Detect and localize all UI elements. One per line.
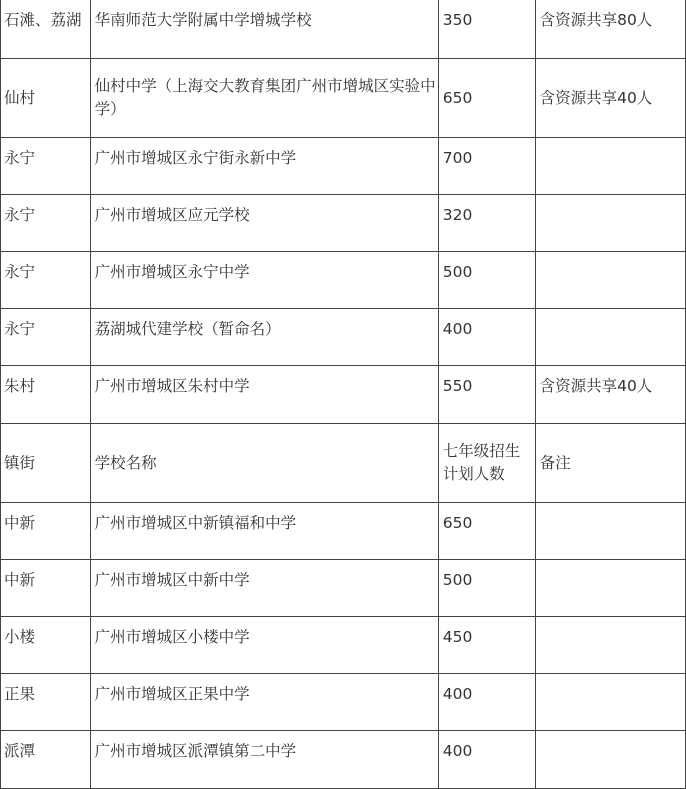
school-name-cell: 广州市增城区中新中学 bbox=[90, 560, 438, 617]
enrollment-plan-cell: 400 bbox=[438, 674, 535, 731]
table-row bbox=[1, 59, 686, 138]
enrollment-plan-cell: 350 bbox=[438, 0, 535, 59]
enrollment-plan-cell: 400 bbox=[438, 731, 535, 789]
area-cell: 仙村 bbox=[1, 59, 91, 138]
school-name-header-cell: 学校名称 bbox=[90, 424, 438, 503]
school-name-cell: 广州市增城区永宁中学 bbox=[90, 252, 438, 309]
note-cell: 含资源共享40人 bbox=[535, 59, 685, 138]
enrollment-plan-cell: 550 bbox=[438, 366, 535, 424]
note-cell bbox=[535, 503, 685, 560]
school-name-cell: 广州市增城区小楼中学 bbox=[90, 617, 438, 674]
school-name-cell: 广州市增城区应元学校 bbox=[90, 195, 438, 252]
area-cell: 派潭 bbox=[1, 731, 91, 789]
enrollment-plan-cell: 320 bbox=[438, 195, 535, 252]
school-name-cell: 广州市增城区永宁街永新中学 bbox=[90, 138, 438, 195]
area-cell: 永宁 bbox=[1, 309, 91, 366]
table-row bbox=[1, 731, 686, 789]
enrollment-plan-cell: 500 bbox=[438, 252, 535, 309]
note-cell bbox=[535, 674, 685, 731]
area-cell: 永宁 bbox=[1, 252, 91, 309]
table-row bbox=[1, 252, 686, 309]
area-cell: 中新 bbox=[1, 503, 91, 560]
area-cell: 永宁 bbox=[1, 138, 91, 195]
area-cell: 石滩、荔湖 bbox=[1, 0, 91, 59]
area-header-cell: 镇街 bbox=[1, 424, 91, 503]
table-row bbox=[1, 366, 686, 424]
table-row bbox=[1, 138, 686, 195]
note-cell bbox=[535, 195, 685, 252]
note-cell bbox=[535, 252, 685, 309]
enrollment-plan-cell: 650 bbox=[438, 503, 535, 560]
enrollment-plan-cell: 700 bbox=[438, 138, 535, 195]
school-name-cell: 广州市增城区正果中学 bbox=[90, 674, 438, 731]
note-cell: 含资源共享80人 bbox=[535, 0, 685, 59]
area-cell: 朱村 bbox=[1, 366, 91, 424]
area-cell: 永宁 bbox=[1, 195, 91, 252]
area-cell: 小楼 bbox=[1, 617, 91, 674]
enrollment-plan-cell: 650 bbox=[438, 59, 535, 138]
school-name-cell: 仙村中学（上海交大教育集团广州市增城区实验中学） bbox=[90, 59, 438, 138]
area-cell: 正果 bbox=[1, 674, 91, 731]
area-cell: 中新 bbox=[1, 560, 91, 617]
table-row bbox=[1, 503, 686, 560]
note-cell bbox=[535, 731, 685, 789]
note-cell: 含资源共享40人 bbox=[535, 366, 685, 424]
note-cell bbox=[535, 138, 685, 195]
school-name-cell: 广州市增城区朱村中学 bbox=[90, 366, 438, 424]
table-row bbox=[1, 0, 686, 59]
table-row bbox=[1, 617, 686, 674]
table-header-row bbox=[1, 424, 686, 503]
note-cell bbox=[535, 309, 685, 366]
note-header-cell: 备注 bbox=[535, 424, 685, 503]
enrollment-plan-header-cell: 七年级招生计划人数 bbox=[438, 424, 535, 503]
table-row bbox=[1, 195, 686, 252]
enrollment-plan-cell: 450 bbox=[438, 617, 535, 674]
school-name-cell: 荔湖城代建学校（暂命名） bbox=[90, 309, 438, 366]
enrollment-plan-cell: 400 bbox=[438, 309, 535, 366]
school-name-cell: 华南师范大学附属中学增城学校 bbox=[90, 0, 438, 59]
table-row bbox=[1, 560, 686, 617]
table-row bbox=[1, 309, 686, 366]
enrollment-plan-cell: 500 bbox=[438, 560, 535, 617]
note-cell bbox=[535, 617, 685, 674]
school-name-cell: 广州市增城区派潭镇第二中学 bbox=[90, 731, 438, 789]
note-cell bbox=[535, 560, 685, 617]
table-row bbox=[1, 674, 686, 731]
school-name-cell: 广州市增城区中新镇福和中学 bbox=[90, 503, 438, 560]
